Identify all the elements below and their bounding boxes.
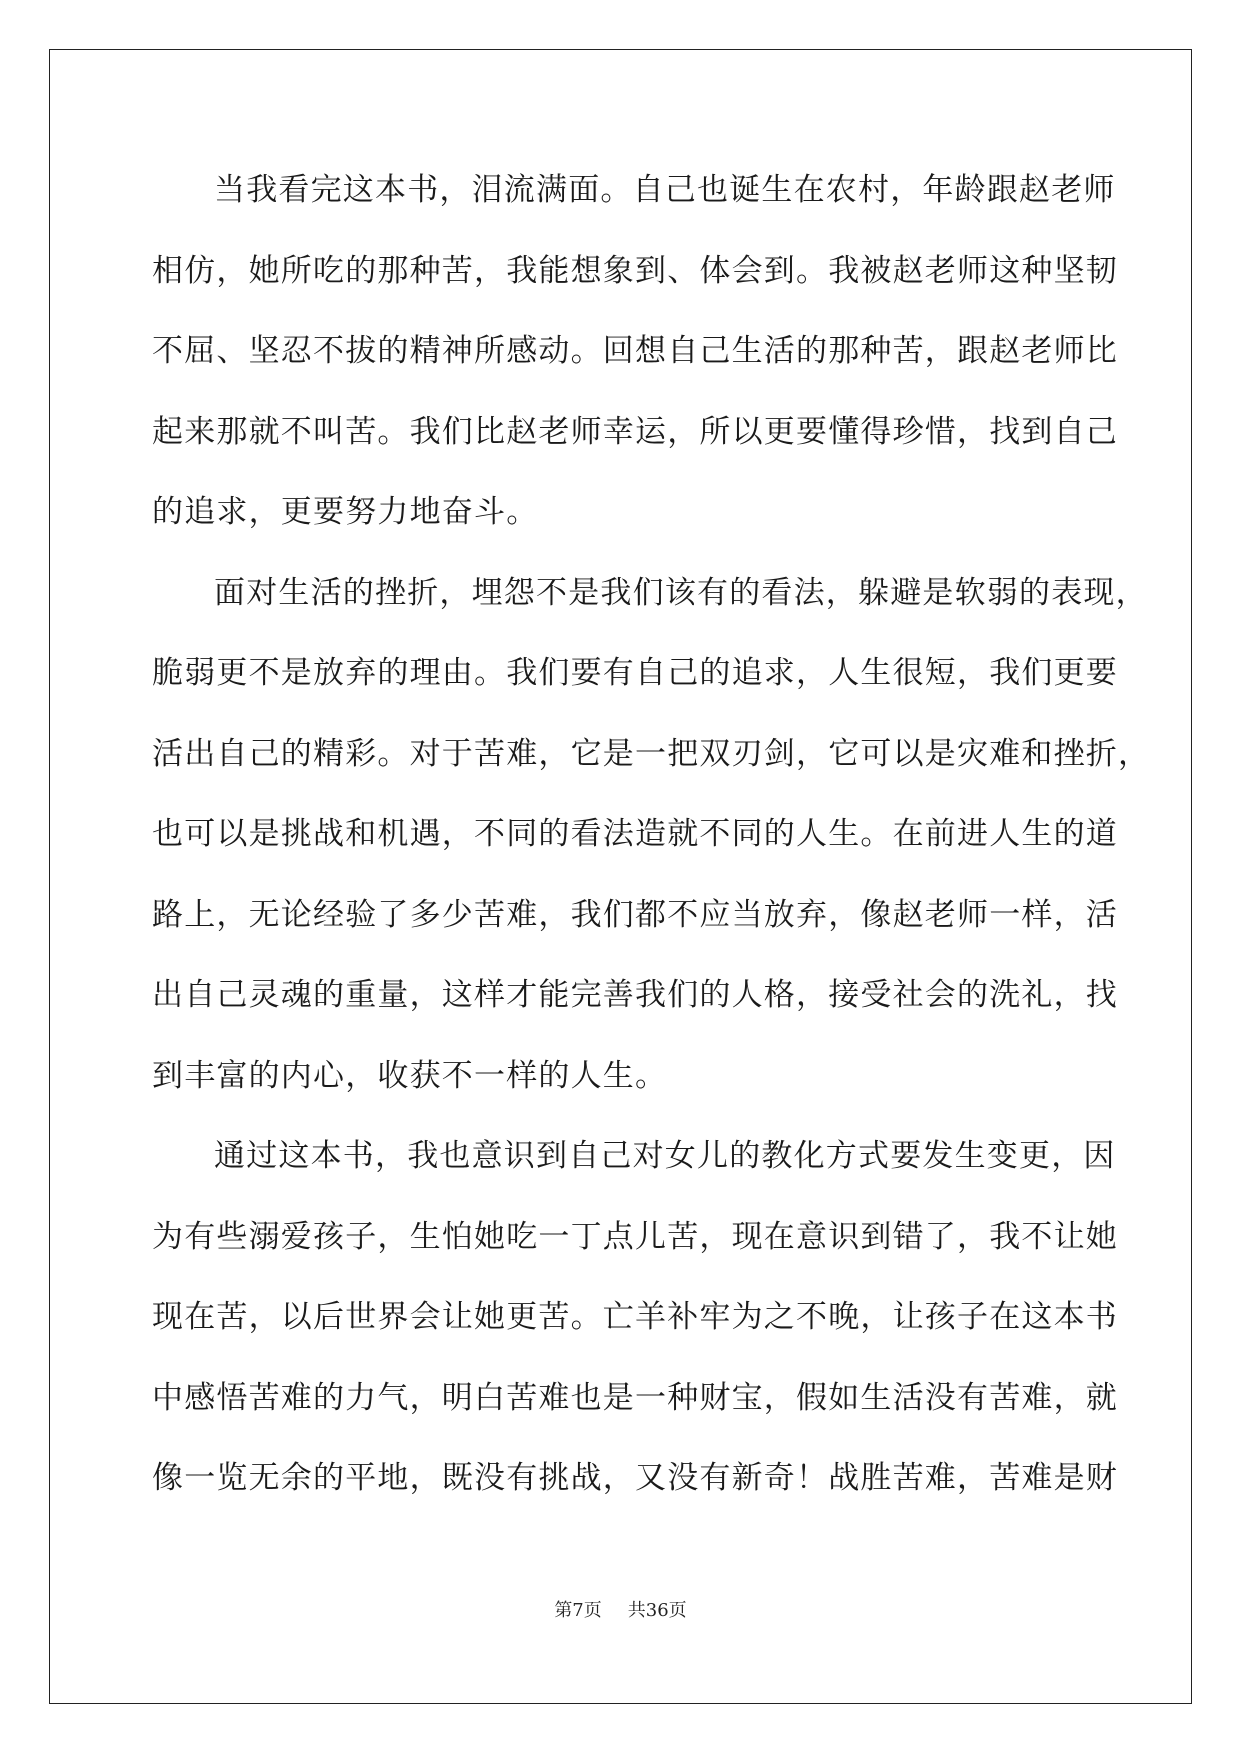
paragraph-2-line-3: 活出自己的精彩。对于苦难，它是一把双刃剑，它可以是灾难和挫折， xyxy=(152,735,1151,772)
total-pages: 共36页 xyxy=(627,1600,687,1621)
paragraph-3-line-3: 现在苦，以后世界会让她更苦。亡羊补牢为之不晚，让孩子在这本书 xyxy=(152,1299,1118,1335)
paragraph-3-line-2: 为有些溺爱孩子，生怕她吃一丁点儿苦，现在意识到错了，我不让她 xyxy=(152,1218,1118,1255)
paragraph-1-line-5: 的追求，更要努力地奋斗。 xyxy=(152,494,539,530)
page-footer xyxy=(0,1596,1241,1622)
page-number: 第7页 xyxy=(554,1600,602,1621)
paragraph-2-line-4: 也可以是挑战和机遇，不同的看法造就不同的人生。在前进人生的道 xyxy=(152,816,1118,852)
paragraph-2-line-2: 脆弱更不是放弃的理由。我们要有自己的追求，人生很短，我们更要 xyxy=(152,655,1118,691)
paragraph-1-line-3: 不屈、坚忍不拔的精神所感动。回想自己生活的那种苦，跟赵老师比 xyxy=(152,333,1118,369)
paragraph-3-line-5: 像一览无余的平地，既没有挑战，又没有新奇！战胜苦难，苦难是财 xyxy=(152,1460,1118,1496)
document-body xyxy=(152,150,1151,1519)
paragraph-3-line-1: 通过这本书，我也意识到自己对女儿的教化方式要发生变更，因 xyxy=(214,1138,1116,1174)
paragraph-2-line-1: 面对生活的挫折，埋怨不是我们该有的看法，躲避是软弱的表现， xyxy=(214,574,1148,611)
paragraph-2-line-7: 到丰富的内心，收获不一样的人生。 xyxy=(152,1057,668,1094)
paragraph-2-line-5: 路上，无论经验了多少苦难，我们都不应当放弃，像赵老师一样，活 xyxy=(152,896,1118,933)
paragraph-1-line-4: 起来那就不叫苦。我们比赵老师幸运，所以更要懂得珍惜，找到自己 xyxy=(152,413,1118,450)
paragraph-3-line-4: 中感悟苦难的力气，明白苦难也是一种财宝，假如生活没有苦难，就 xyxy=(152,1379,1118,1416)
paragraph-1-line-1: 当我看完这本书，泪流满面。自己也诞生在农村，年龄跟赵老师 xyxy=(214,172,1116,208)
paragraph-2-line-6: 出自己灵魂的重量，这样才能完善我们的人格，接受社会的洗礼，找 xyxy=(152,977,1118,1013)
paragraph-1-line-2: 相仿，她所吃的那种苦，我能想象到、体会到。我被赵老师这种坚韧 xyxy=(152,252,1118,289)
